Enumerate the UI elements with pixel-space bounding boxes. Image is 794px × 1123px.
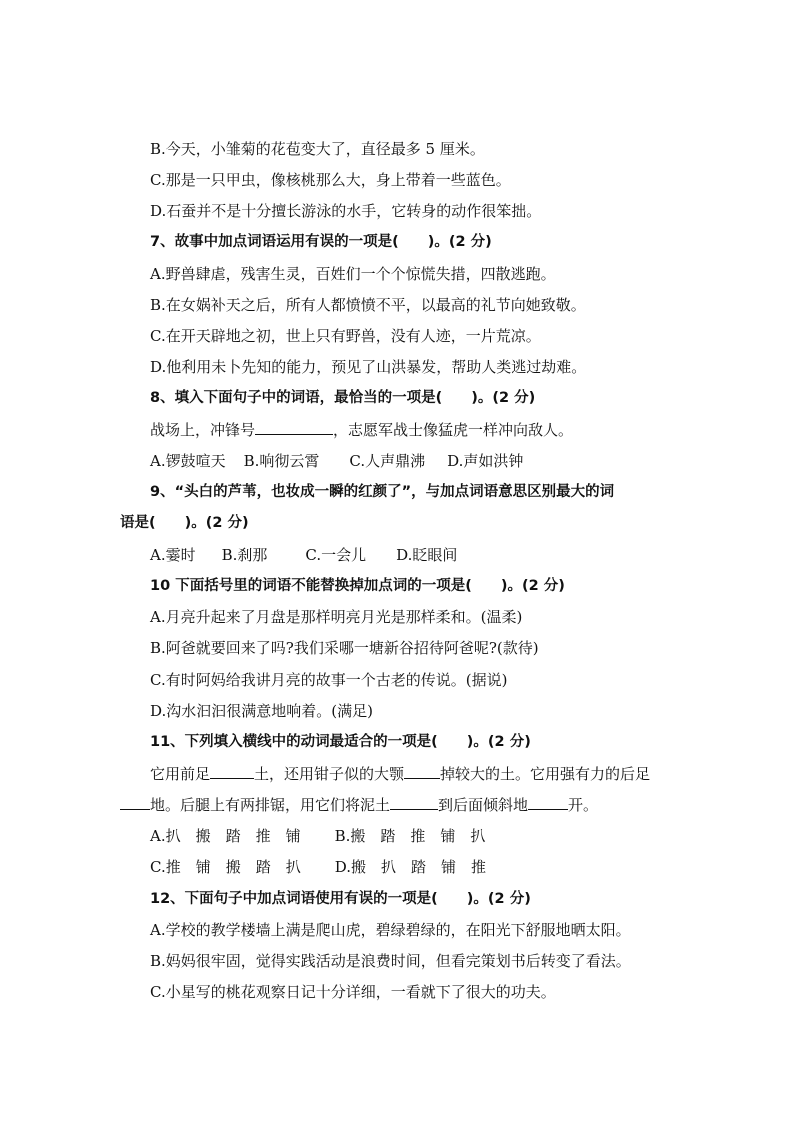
option-b: B.刹那: [221, 546, 268, 564]
option-line: A.学校的教学楼墙上满是爬山虎，碧绿碧绿的，在阳光下舒服地晒太阳。: [150, 921, 631, 939]
option-d: D.搬 扒 踏 铺 推: [334, 858, 486, 876]
question-11-title: 11、下列填入横线中的动词最适合的一项是( )。(2 分): [150, 734, 531, 750]
option-line: C.小星写的桃花观察日记十分详细，一看就下了很大的功夫。: [150, 983, 556, 1001]
option-a: A.扒 搬 踏 推 铺: [150, 827, 301, 845]
option-line: B.阿爸就要回来了吗?我们采哪一塘新谷招待阿爸呢?(款待): [150, 639, 539, 657]
passage-text: 它用前足: [150, 765, 211, 783]
option-line: D.他利用未卜先知的能力，预见了山洪暴发，帮助人类逃过劫难。: [150, 358, 587, 376]
fill-blank: [210, 764, 254, 779]
option-line: C.那是一只甲虫，像核桃那么大，身上带着一些蓝色。: [150, 171, 511, 189]
option-a: A.霎时: [150, 546, 196, 564]
option-c: C.推 铺 搬 踏 扒: [150, 858, 301, 876]
option-c: C.一会儿: [305, 546, 367, 564]
option-line: C.有时阿妈给我讲月亮的故事一个古老的传说。(据说): [150, 671, 508, 689]
question-11-passage-cont: [120, 795, 598, 815]
question-8-title: 8、填入下面句子中的词语，最恰当的一项是( )。(2 分): [150, 390, 536, 406]
option-line: B.今天，小雏菊的花苞变大了，直径最多 5 厘米。: [150, 140, 485, 158]
question-8-sentence: [150, 420, 573, 440]
option-line: C.在开天辟地之初，世上只有野兽，没有人迹，一片荒凉。: [150, 327, 541, 345]
fill-blank: [120, 795, 150, 810]
fill-blank: [255, 420, 333, 435]
passage-text: 地。后腿上有两排锯，用它们将泥土: [150, 796, 391, 814]
fill-blank: [390, 795, 438, 810]
passage-text: 开。: [568, 796, 599, 814]
option-d: D.眨眼间: [396, 546, 458, 564]
option-line: D.沟水汩汩很满意地响着。(满足): [150, 702, 373, 720]
option-line: B.在女娲补天之后，所有人都愤愤不平，以最高的礼节向她致敬。: [150, 296, 586, 314]
option-d: D.声如洪钟: [447, 452, 524, 470]
passage-text: 掉较大的土。它用强有力的后足: [440, 765, 651, 783]
fill-blank: [404, 764, 440, 779]
question-9-title: 9、“头白的芦苇，也妆成一瞬的红颜了”，与加点词语意思区别最大的词: [150, 484, 615, 500]
question-12-title: 12、下面句子中加点词语使用有误的一项是( )。(2 分): [150, 891, 531, 907]
option-line: D.石蚕并不是十分擅长游泳的水手，它转身的动作很笨拙。: [150, 202, 542, 220]
option-line: A.月亮升起来了月盘是那样明亮月光是那样柔和。(温柔): [150, 608, 523, 626]
question-11-passage: [150, 764, 650, 784]
passage-text: 土，还用钳子似的大颚: [254, 765, 405, 783]
question-9-title-cont: 语是( )。(2 分): [120, 515, 249, 531]
question-7-title: 7、故事中加点词语运用有误的一项是( )。(2 分): [150, 234, 492, 250]
option-b: B.响彻云霄: [243, 452, 320, 470]
option-line: B.妈妈很牢固，觉得实践活动是浪费时间，但看完策划书后转变了看法。: [150, 952, 631, 970]
option-a: A.锣鼓喧天: [150, 452, 226, 470]
question-11-options-row2: [150, 857, 486, 877]
question-8-options: [150, 451, 523, 471]
passage-text: 到后面倾斜地: [438, 796, 529, 814]
question-9-options: [150, 545, 457, 565]
sentence-text: 战场上，冲锋号: [150, 421, 256, 439]
option-c: C.人声鼎沸: [349, 452, 426, 470]
fill-blank: [528, 795, 568, 810]
sentence-text: ，志愿军战士像猛虎一样冲向敌人。: [333, 421, 574, 439]
question-11-options-row1: [150, 826, 485, 846]
option-b: B.搬 踏 推 铺 扒: [334, 827, 486, 845]
option-line: A.野兽肆虐，残害生灵，百姓们一个个惊慌失措，四散逃跑。: [150, 265, 556, 283]
question-10-title: 10 下面括号里的词语不能替换掉加点词的一项是( )。(2 分): [150, 578, 565, 594]
